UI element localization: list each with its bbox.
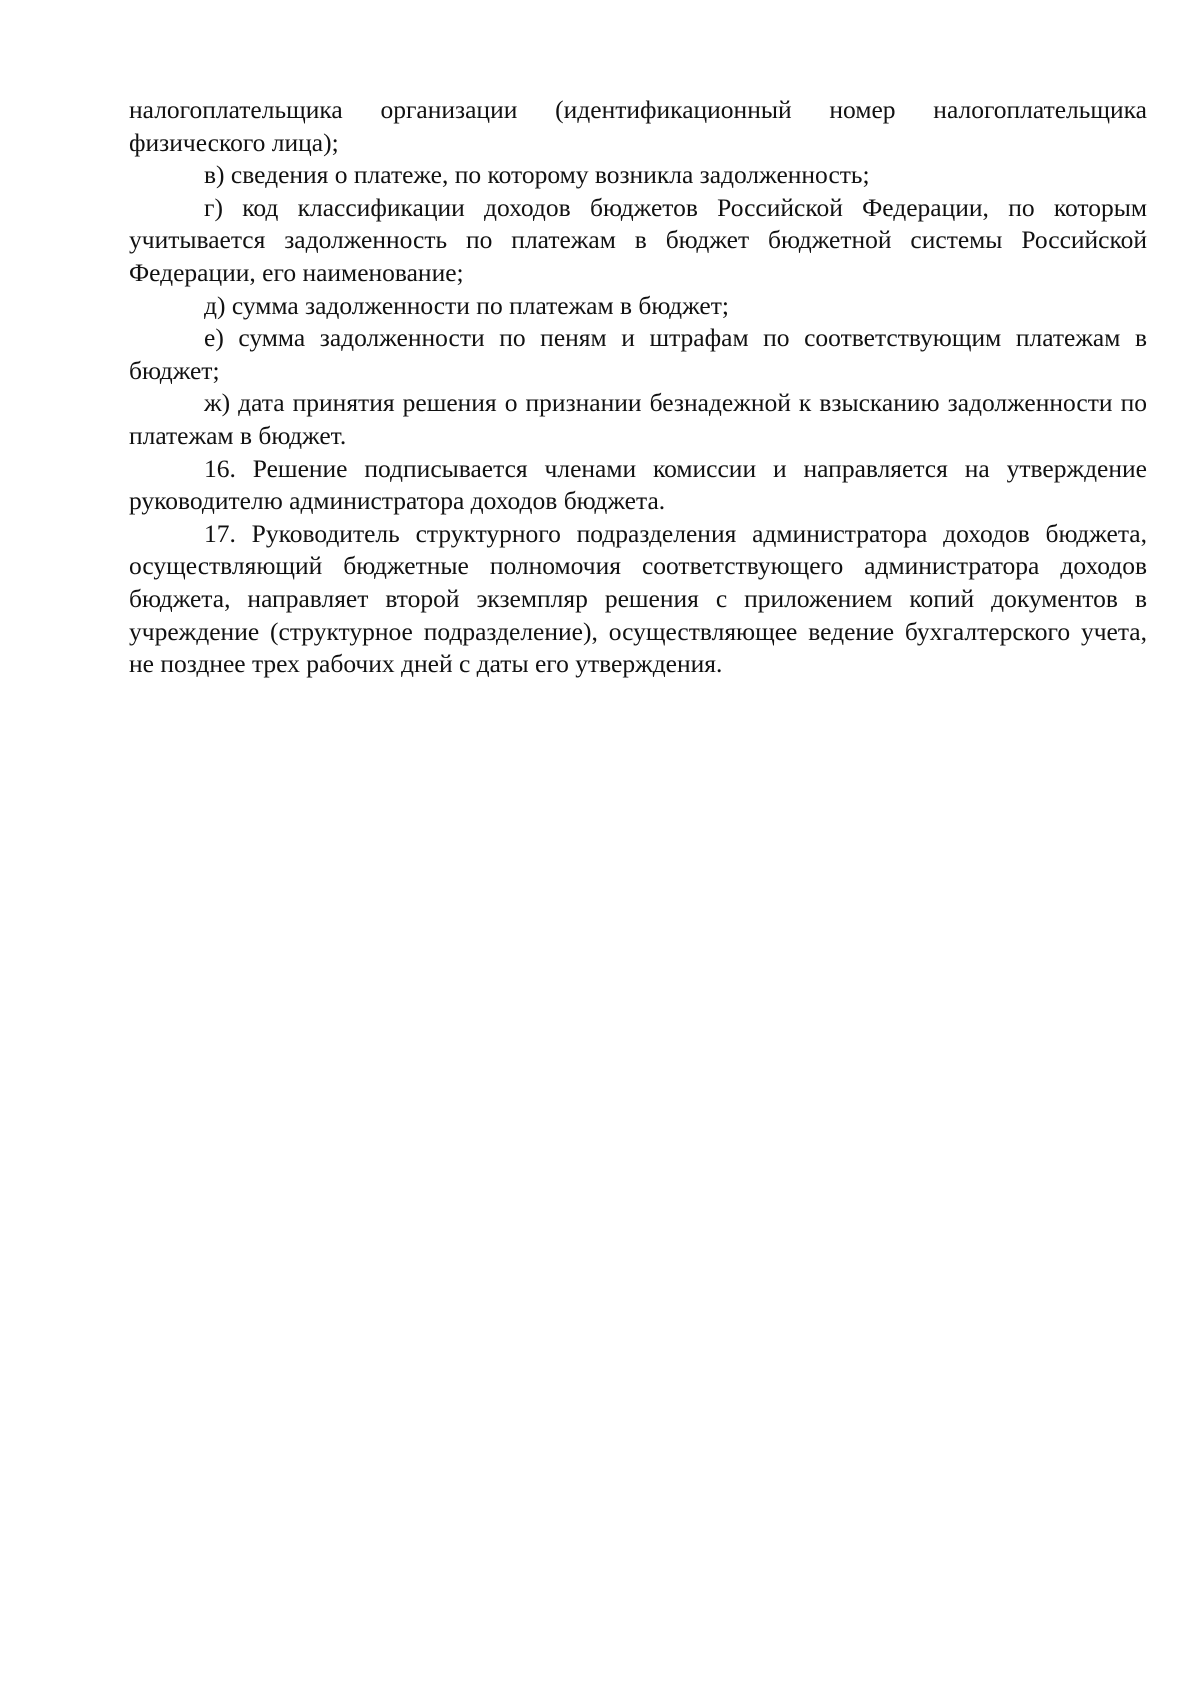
paragraph-continuation: налогоплательщика организации (идентификационный номер налогоплательщика физического лица);: [129, 95, 1147, 157]
paragraph-clause-17: 17. Руководитель структурного подразделения администратора доходов бюджета, осуществляющий бюджетные полномочия соответствующего администратора доходов бюджета, направляет второй экземпляр решения с приложением копий документов в учреждение (структурное подразделение), осуществляющее ведение бухгалтерского учета, не позднее трех рабочих дней с даты его утверждения.: [129, 518, 1147, 679]
paragraph-clause-16: 16. Решение подписывается членами комиссии и направляется на утверждение руководителю администратора доходов бюджета.: [129, 453, 1147, 516]
paragraph-item-d: д) сумма задолженности по платежам в бюджет;: [204, 290, 729, 320]
paragraph-item-v: в) сведения о платеже, по которому возникла задолженность;: [204, 160, 870, 190]
paragraph-item-zh: ж) дата принятия решения о признании безнадежной к взысканию задолженности по платежам в бюджет.: [129, 388, 1147, 450]
paragraph-item-g: г) код классификации доходов бюджетов Российской Федерации, по которым учитывается задолженность по платежам в бюджет бюджетной системы Российской Федерации, его наименование;: [129, 192, 1147, 287]
document-body: [129, 94, 1147, 681]
paragraph-item-e: е) сумма задолженности по пеням и штрафам по соответствующим платежам в бюджет;: [129, 323, 1147, 385]
